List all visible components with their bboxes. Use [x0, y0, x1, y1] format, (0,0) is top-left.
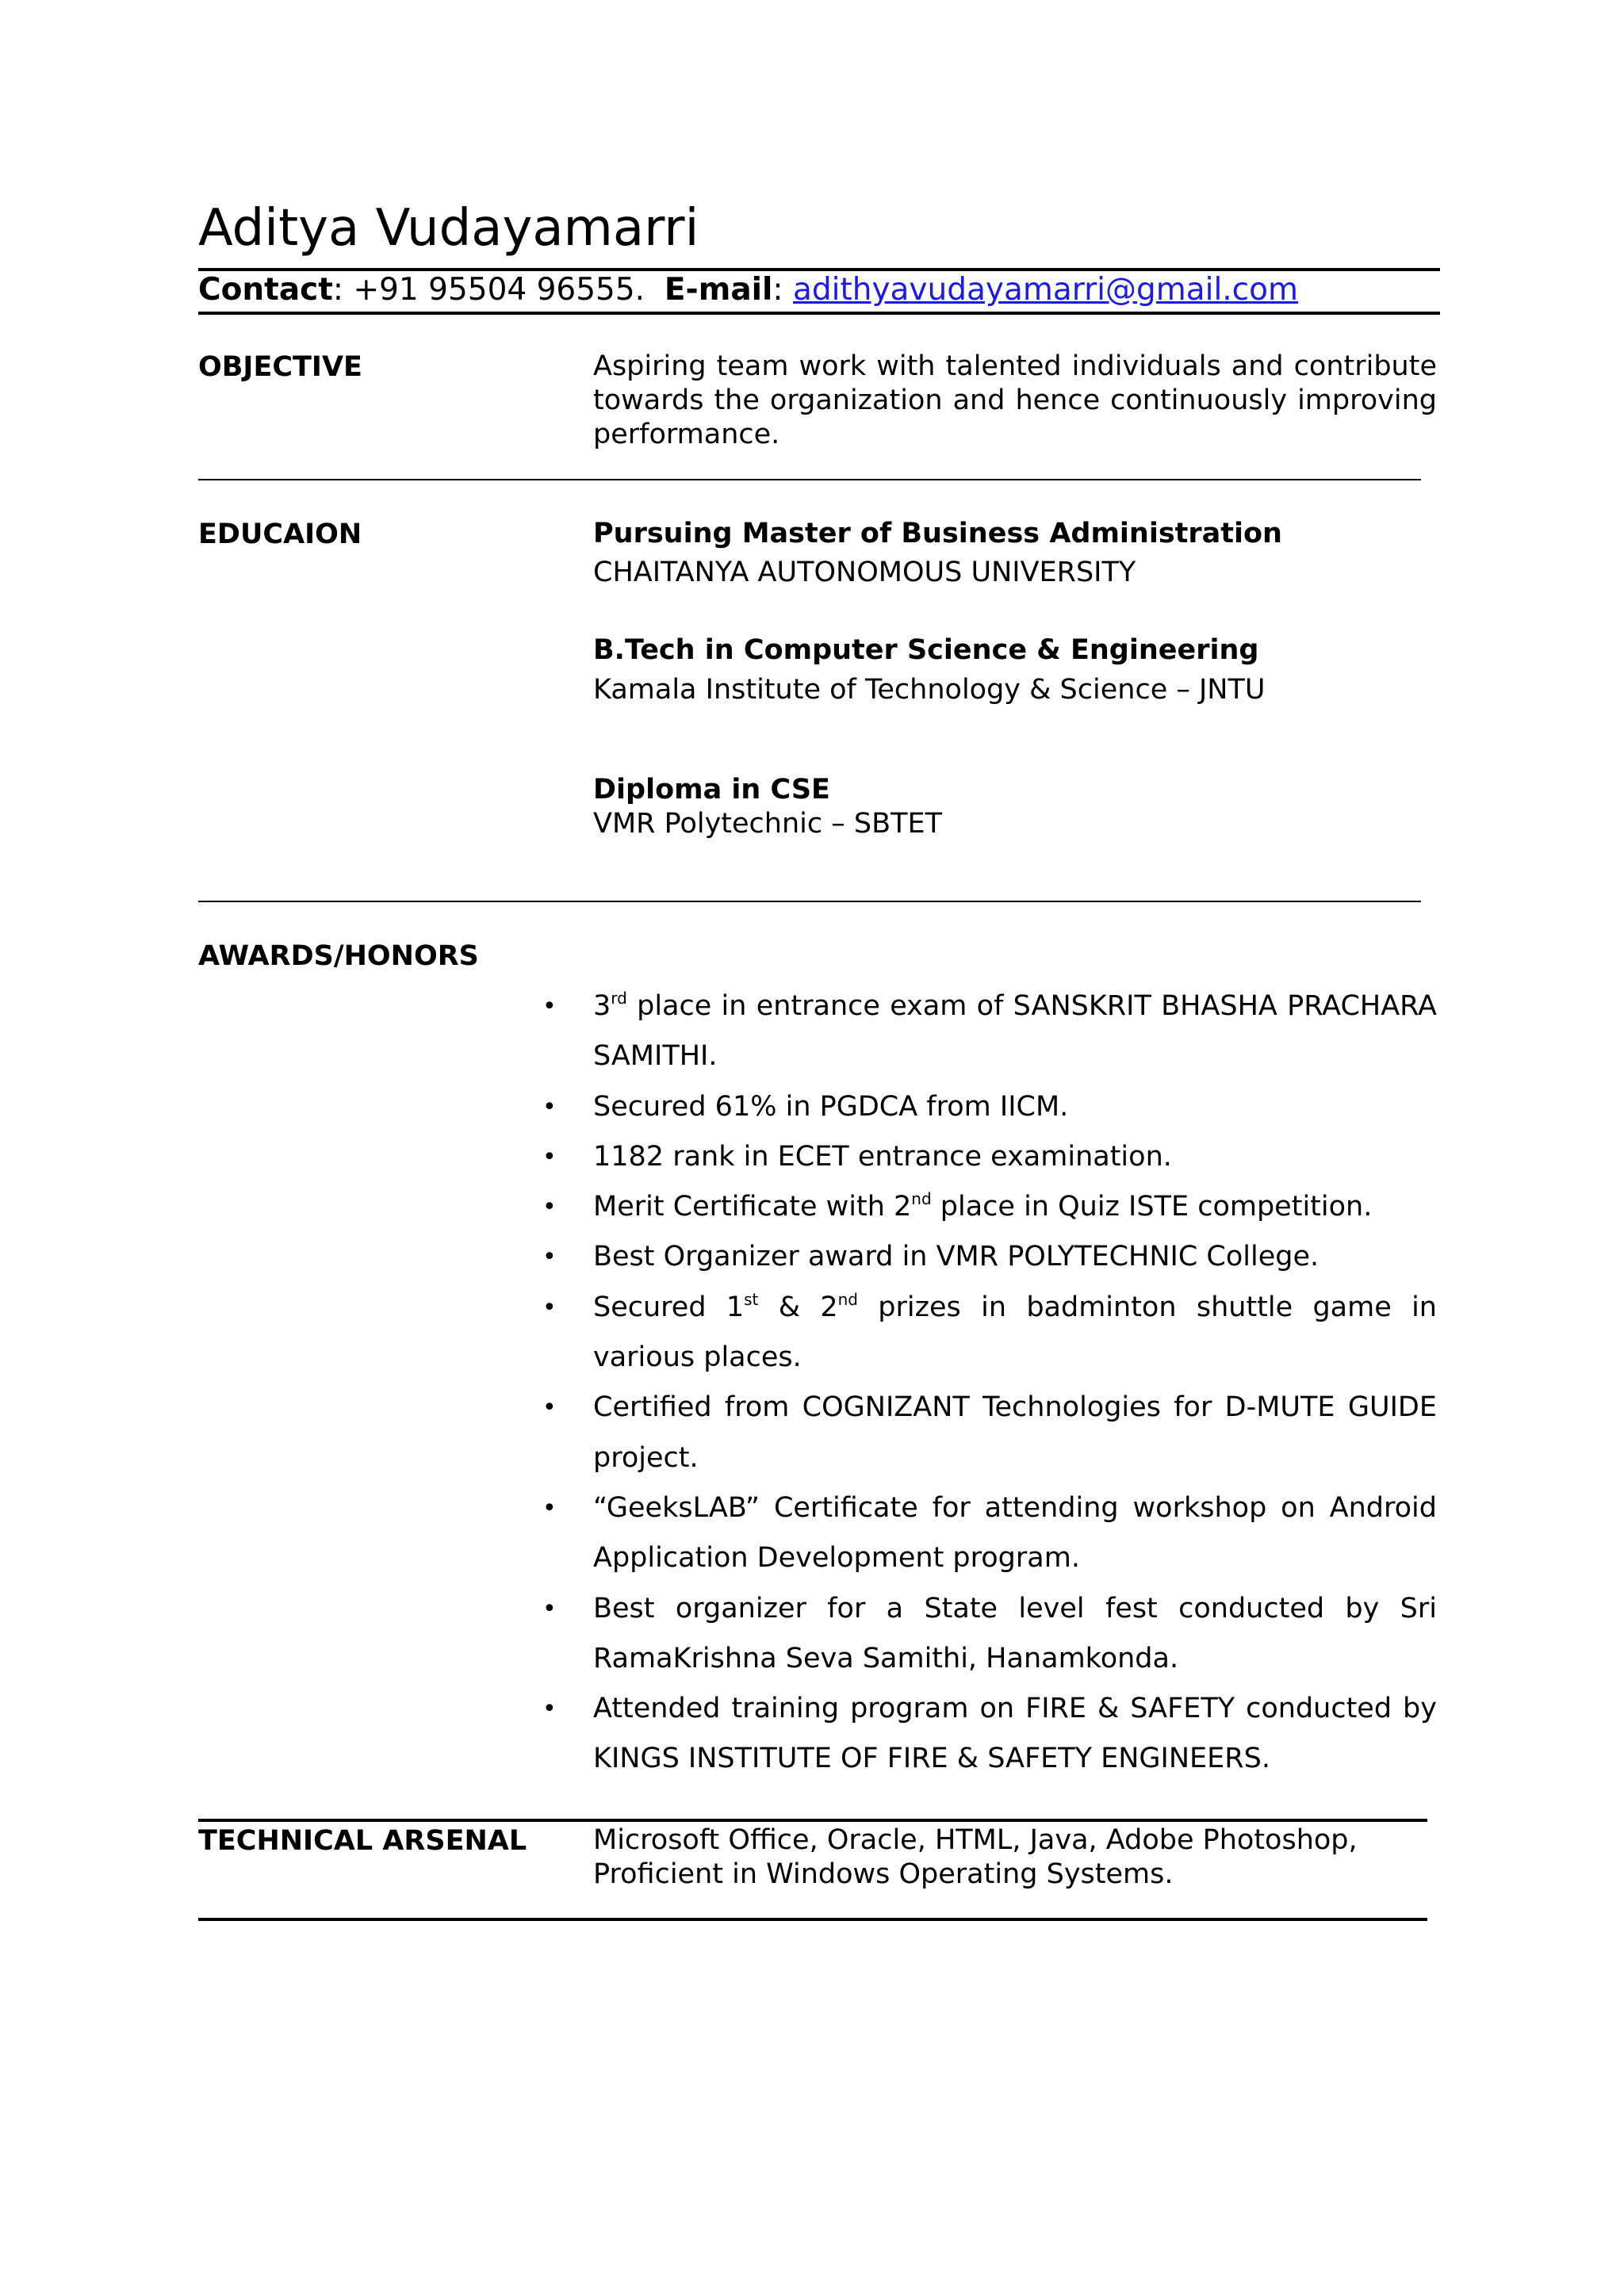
- bullet-icon: •: [542, 1142, 557, 1171]
- bullet-icon: •: [542, 1093, 557, 1121]
- candidate-name: Aditya Vudayamarri: [198, 199, 699, 258]
- awards-heading: AWARDS/HONORS: [198, 940, 479, 972]
- contact-label: Contact: [198, 272, 333, 308]
- education-divider: [198, 901, 1421, 902]
- education-school-mba: CHAITANYA AUTONOMOUS UNIVERSITY: [593, 557, 1136, 588]
- award-item: • Secured 1st & 2nd prizes in badminton shuttle game in various places.: [539, 1283, 1437, 1383]
- bullet-icon: •: [542, 1293, 557, 1322]
- bullet-icon: •: [542, 1243, 557, 1272]
- education-school-diploma: VMR Polytechnic – SBTET: [593, 808, 942, 840]
- award-item: • “GeeksLAB” Certificate for attending workshop on Android Application Development program.: [539, 1483, 1437, 1584]
- awards-list: [539, 982, 1437, 1785]
- education-degree-mba: Pursuing Master of Business Administration: [593, 518, 1282, 549]
- award-item: • Certified from COGNIZANT Technologies for D-MUTE GUIDE project.: [539, 1383, 1437, 1483]
- award-item: • Merit Certificate with 2nd place in Quiz ISTE competition.: [539, 1182, 1437, 1232]
- bullet-icon: •: [542, 1193, 557, 1222]
- bullet-icon: •: [542, 1594, 557, 1623]
- objective-text: Aspiring team work with talented individuals and contribute towards the organization and hence continuously improving performance.: [593, 350, 1437, 450]
- header-bottom-rule: [198, 312, 1440, 315]
- email-link[interactable]: adithyavudayamarri@gmail.com: [792, 272, 1298, 308]
- award-item: • 3rd place in entrance exam of SANSKRIT BHASHA PRACHARA SAMITHI.: [539, 982, 1437, 1082]
- award-item: • Best Organizer award in VMR POLYTECHNIC College.: [539, 1232, 1437, 1282]
- technical-line-2: Proficient in Windows Operating Systems.: [593, 1858, 1174, 1890]
- technical-line-1: Microsoft Office, Oracle, HTML, Java, Adobe Photoshop,: [593, 1824, 1358, 1856]
- objective-heading: OBJECTIVE: [198, 351, 362, 383]
- award-item: • Secured 61% in PGDCA from IICM.: [539, 1082, 1437, 1132]
- education-degree-diploma: Diploma in CSE: [593, 774, 830, 806]
- objective-divider: [198, 479, 1421, 480]
- bullet-icon: •: [542, 1394, 557, 1422]
- contact-line: [198, 270, 1298, 311]
- bullet-icon: •: [542, 1494, 557, 1522]
- technical-bottom-rule: [198, 1918, 1427, 1921]
- award-item: • 1182 rank in ECET entrance examination.: [539, 1132, 1437, 1182]
- education-school-btech: Kamala Institute of Technology & Science – JNTU: [593, 674, 1266, 706]
- email-label: E-mail: [664, 272, 773, 308]
- education-heading: EDUCAION: [198, 519, 362, 550]
- bullet-icon: •: [542, 1695, 557, 1724]
- technical-heading: TECHNICAL ARSENAL: [198, 1825, 527, 1857]
- award-item: • Best organizer for a State level fest conducted by Sri RamaKrishna Seva Samithi, Hanamkonda.: [539, 1584, 1437, 1685]
- award-item: • Attended training program on FIRE & SAFETY conducted by KINGS INSTITUTE OF FIRE & SAFETY ENGINEERS.: [539, 1684, 1437, 1785]
- technical-top-rule: [198, 1819, 1427, 1822]
- education-degree-btech: B.Tech in Computer Science & Engineering: [593, 634, 1259, 666]
- phone-number: : +91 95504 96555.: [332, 272, 645, 308]
- email-separator: :: [772, 272, 783, 308]
- bullet-icon: •: [542, 993, 557, 1020]
